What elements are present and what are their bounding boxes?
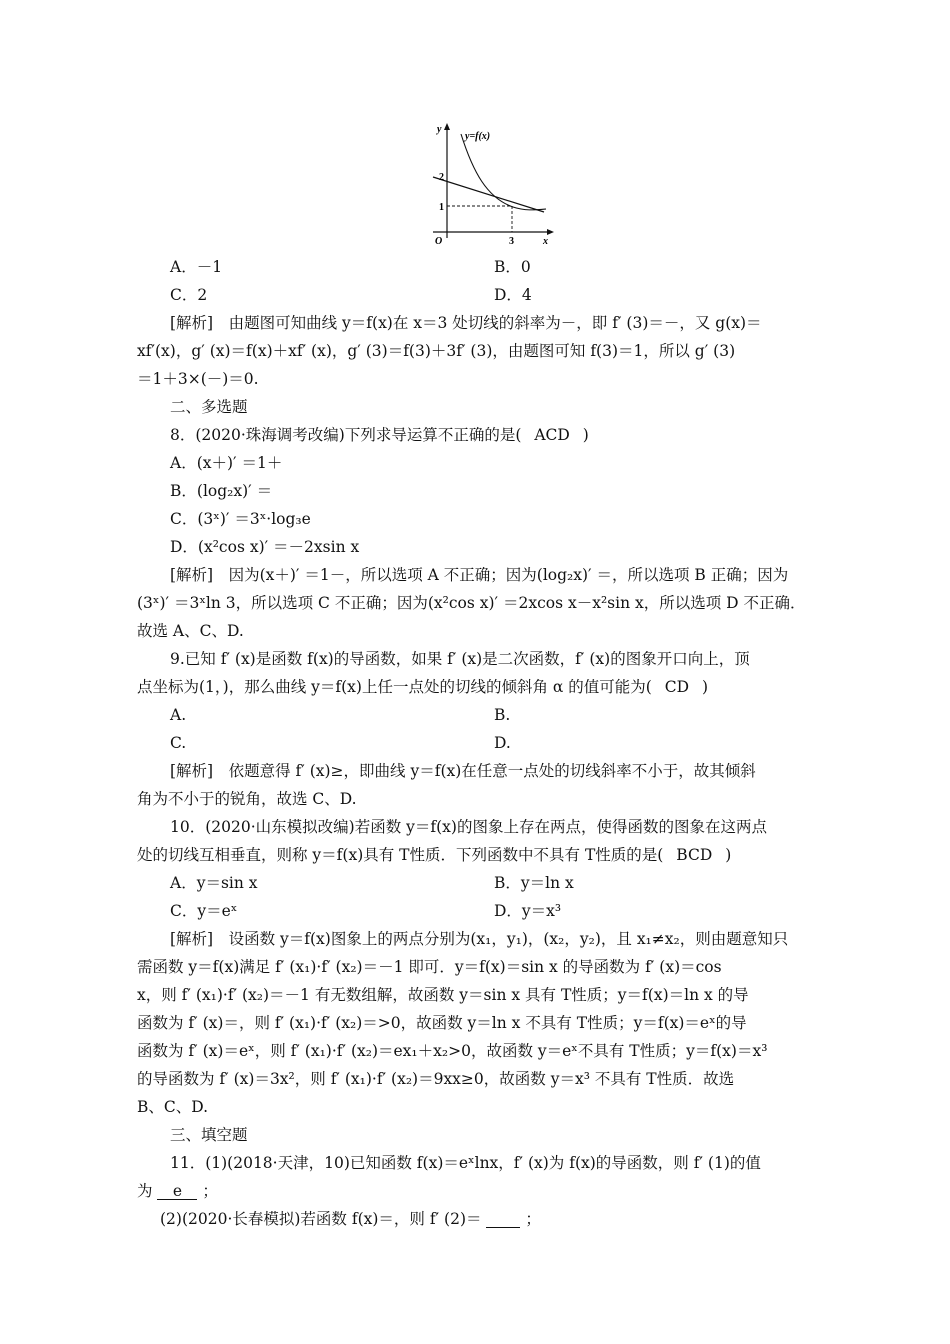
origin-label: O: [435, 236, 443, 247]
q9-close-paren: ): [702, 678, 709, 696]
q11-part2-suffix: ；: [525, 1210, 541, 1228]
q10-option-d: D．y＝x³: [494, 902, 562, 920]
q10-solution-line: 函数为 f′ (x)＝eˣ，则 f′ (x₁)·f′ (x₂)＝ex₁＋x₂>0，故函数 y＝eˣ不具有 T性质；y＝f(x)＝x³: [137, 1042, 768, 1060]
section-title-fill-in: 三、填空题: [170, 1126, 248, 1144]
q8-answer: ACD: [534, 426, 570, 444]
q8-option-b: B．(log₂x)′ ＝: [170, 482, 273, 500]
q8-solution-line: 故选 A、C、D.: [137, 622, 244, 640]
q11-line: [137, 1181, 218, 1201]
tangent-line: [433, 177, 544, 212]
x-axis-label: x: [543, 236, 548, 247]
q10-solution-line: 函数为 f′ (x)＝，则 f′ (x₁)·f′ (x₂)＝>0，故函数 y＝ln x 不具有 T性质；y＝f(x)＝eˣ的导: [137, 1014, 747, 1032]
q8-stem-text: 8．(2020·珠海调考改编)下列求导运算不正确的是(: [170, 426, 522, 444]
q11-answer-blank: e: [157, 1183, 197, 1200]
q11-prefix: 为: [137, 1182, 153, 1200]
x-axis-arrow: [547, 229, 554, 235]
q9-option-c: C.: [170, 734, 187, 752]
q8-option-a: A．(x＋)′ ＝1＋: [170, 454, 283, 472]
q8-stem: [170, 425, 589, 445]
section-title-multiple-choice: 二、多选题: [170, 398, 248, 416]
q10-solution-line: B、C、D.: [137, 1098, 209, 1116]
q9-solution-line: 角为不小于的锐角，故选 C、D.: [137, 790, 357, 808]
tick-label-x-3: 3: [509, 236, 514, 247]
q7-solution-line: xf′(x)，g′ (x)＝f(x)＋xf′ (x)，g′ (3)＝f(3)＋3f′ (3)，由题图可知 f(3)＝1，所以 g′ (3): [137, 342, 736, 360]
curve-label: y=f(x): [465, 131, 491, 142]
y-axis-arrow: [444, 123, 450, 130]
q10-stem-line: [137, 845, 731, 865]
q7-option-d: D．4: [494, 286, 532, 304]
q11-part2-blank: [486, 1211, 520, 1228]
q11-suffix: ；: [202, 1182, 218, 1200]
q8-solution-line: (3ˣ)′ ＝3ˣln 3，所以选项 C 不正确；因为(x²cos x)′ ＝2xcos x－x²sin x，所以选项 D 不正确．: [137, 594, 806, 612]
q11-part2-line: [160, 1209, 541, 1229]
q10-answer: BCD: [676, 846, 713, 864]
q11-line: 11．(1)(2018·天津，10)已知函数 f(x)＝eˣlnx，f′ (x)为 f(x)的导函数，则 f′ (1)的值: [170, 1154, 761, 1172]
q9-answer: CD: [664, 678, 690, 696]
q10-option-b: B．y＝ln x: [494, 874, 574, 892]
graph-svg: [425, 120, 560, 250]
q7-solution-line: [解析] 由题图可知曲线 y＝f(x)在 x＝3 处切线的斜率为－，即 f′ (3)＝－，又 g(x)＝: [170, 314, 762, 332]
q10-stem-line: 10．(2020·山东模拟改编)若函数 y＝f(x)的图象上存在两点，使得函数的图象在这两点: [170, 818, 767, 836]
q9-option-a: A.: [170, 706, 187, 724]
q10-option-c: C．y＝eˣ: [170, 902, 238, 920]
q8-solution-line: [解析] 因为(x＋)′ ＝1－，所以选项 A 不正确；因为(log₂x)′ ＝，所以选项 B 正确；因为: [170, 566, 789, 584]
tick-label-y-2: 2: [439, 172, 444, 183]
y-axis-label: y: [437, 124, 442, 135]
tick-label-y-1: 1: [439, 202, 444, 213]
q10-stem-text: 处的切线互相垂直，则称 y＝f(x)具有 T性质．下列函数中不具有 T性质的是(: [137, 846, 664, 864]
q10-solution-line: 的导函数为 f′ (x)＝3x²，则 f′ (x₁)·f′ (x₂)＝9xx≥0，故函数 y＝x³ 不具有 T性质．故选: [137, 1070, 735, 1088]
q10-close-paren: ): [725, 846, 732, 864]
q9-solution-line: [解析] 依题意得 f′ (x)≥，即曲线 y＝f(x)在任意一点处的切线斜率不小于，故其倾斜: [170, 762, 756, 780]
q10-solution-line: [解析] 设函数 y＝f(x)图象上的两点分别为(x₁，y₁)，(x₂，y₂)，且 x₁≠x₂，则由题意知只: [170, 930, 789, 948]
q9-stem-line: [137, 677, 708, 697]
q8-close-paren: ): [582, 426, 589, 444]
q10-solution-line: 需函数 y＝f(x)满足 f′ (x₁)·f′ (x₂)＝－1 即可．y＝f(x)＝sin x 的导函数为 f′ (x)＝cos: [137, 958, 722, 976]
function-curve: [461, 134, 546, 210]
q7-option-b: B．0: [494, 258, 531, 276]
q8-option-c: C．(3ˣ)′ ＝3ˣ·log₃e: [170, 510, 311, 528]
function-graph-figure: [425, 120, 560, 250]
q8-option-d: D．(x²cos x)′ ＝－2xsin x: [170, 538, 360, 556]
q11-part2-text: (2)(2020·长春模拟)若函数 f(x)＝，则 f′ (2)＝: [160, 1210, 482, 1228]
q9-option-d: D.: [494, 734, 511, 752]
q7-solution-line: ＝1＋3×(－)＝0.: [137, 370, 259, 388]
q9-stem-text: 点坐标为(1，)，那么曲线 y＝f(x)上任一点处的切线的倾斜角 α 的值可能为(: [137, 678, 652, 696]
q9-option-b: B.: [494, 706, 511, 724]
q7-option-c: C．2: [170, 286, 208, 304]
q10-solution-line: x，则 f′ (x₁)·f′ (x₂)＝－1 有无数组解，故函数 y＝sin x 具有 T性质；y＝f(x)＝ln x 的导: [137, 986, 749, 1004]
q10-option-a: A．y＝sin x: [170, 874, 258, 892]
q9-stem-line: 9.已知 f′ (x)是函数 f(x)的导函数，如果 f′ (x)是二次函数，f′ (x)的图象开口向上，顶: [170, 650, 750, 668]
q7-option-a: A．－1: [170, 258, 223, 276]
